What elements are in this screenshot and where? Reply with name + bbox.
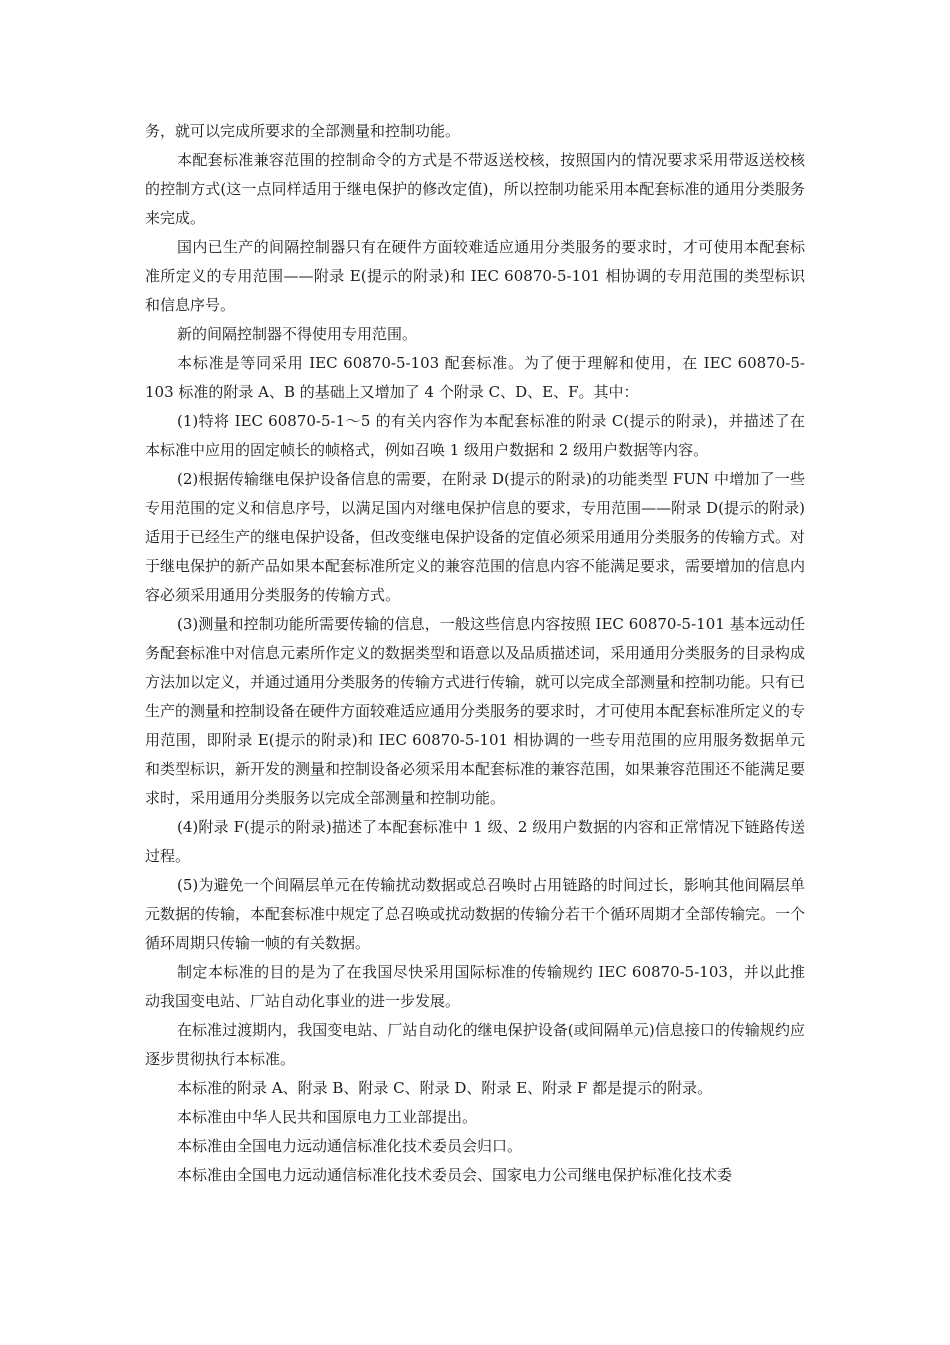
paragraph-4: 新的间隔控制器不得使用专用范围。 — [177, 325, 418, 343]
paragraph-14: 本标准由中华人民共和国原电力工业部提出。 — [177, 1108, 478, 1126]
paragraph-12: 在标准过渡期内，我国变电站、厂站自动化的继电保护设备(或间隔单元)信息接口的传输规约应逐步贯彻执行本标准。 — [145, 1021, 805, 1068]
paragraph-6: (1)特将 IEC 60870-5-1～5 的有关内容作为本配套标准的附录 C(提示的附录)，并描述了在本标准中应用的固定帧长的帧格式，例如召唤 1 级用户数据和 2 级用户数据等内容。 — [145, 412, 805, 459]
paragraph-7: (2)根据传输继电保护设备信息的需要，在附录 D(提示的附录)的功能类型 FUN 中增加了一些专用范围的定义和信息序号，以满足国内对继电保护信息的要求，专用范围——附录 D(提示的附录)适用于已经生产的继电保护设备，但改变继电保护设备的定值必须采用通用分类服务的传输方式。对于继电保护的新产品如果本配套标准所定义的兼容范围的信息内容不能满足要求，需要增加的信息内容必须采用通用分类服务的传输方式。 — [145, 470, 806, 604]
paragraph-5: 本标准是等同采用 IEC 60870-5-103 配套标准。为了便于理解和使用，在 IEC 60870-5-103 标准的附录 A、B 的基础上又增加了 4 个附录 C、D、E、F。其中： — [145, 354, 805, 401]
paragraph-3: 国内已生产的间隔控制器只有在硬件方面较难适应通用分类服务的要求时，才可使用本配套标准所定义的专用范围——附录 E(提示的附录)和 IEC 60870-5-101 相协调的专用范围的类型标识和信息序号。 — [145, 238, 805, 314]
paragraph-2: 本配套标准兼容范围的控制命令的方式是不带返送校核，按照国内的情况要求采用带返送校核的控制方式(这一点同样适用于继电保护的修改定值)，所以控制功能采用本配套标准的通用分类服务来完成。 — [145, 151, 805, 227]
paragraph-1: 务，就可以完成所要求的全部测量和控制功能。 — [145, 122, 461, 140]
paragraph-16: 本标准由全国电力远动通信标准化技术委员会、国家电力公司继电保护标准化技术委 — [177, 1166, 733, 1184]
paragraph-9: (4)附录 F(提示的附录)描述了本配套标准中 1 级、2 级用户数据的内容和正常情况下链路传送过程。 — [145, 818, 805, 865]
paragraph-11: 制定本标准的目的是为了在我国尽快采用国际标准的传输规约 IEC 60870-5-103，并以此推动我国变电站、厂站自动化事业的进一步发展。 — [145, 963, 805, 1010]
paragraph-13: 本标准的附录 A、附录 B、附录 C、附录 D、附录 E、附录 F 都是提示的附录。 — [177, 1079, 713, 1097]
paragraph-8: (3)测量和控制功能所需要传输的信息，一般这些信息内容按照 IEC 60870-5-101 基本远动任务配套标准中对信息元素所作定义的数据类型和语意以及品质描述词，采用通用分类服务的目录构成方法加以定义，并通过通用分类服务的传输方式进行传输，就可以完成全部测量和控制功能。只有已生产的测量和控制设备在硬件方面较难适应通用分类服务的要求时，才可使用本配套标准所定义的专用范围，即附录 E(提示的附录)和 IEC 60870-5-101 相协调的一些专用范围的应用服务数据单元和类型标识，新开发的测量和控制设备必须采用本配套标准的兼容范围，如果兼容范围还不能满足要求时，采用通用分类服务以完成全部测量和控制功能。 — [145, 615, 806, 807]
document-body — [145, 117, 805, 1190]
paragraph-10: (5)为避免一个间隔层单元在传输扰动数据或总召唤时占用链路的时间过长，影响其他间隔层单元数据的传输，本配套标准中规定了总召唤或扰动数据的传输分若干个循环周期才全部传输完。一个循环周期只传输一帧的有关数据。 — [145, 876, 806, 952]
paragraph-15: 本标准由全国电力远动通信标准化技术委员会归口。 — [177, 1137, 523, 1155]
